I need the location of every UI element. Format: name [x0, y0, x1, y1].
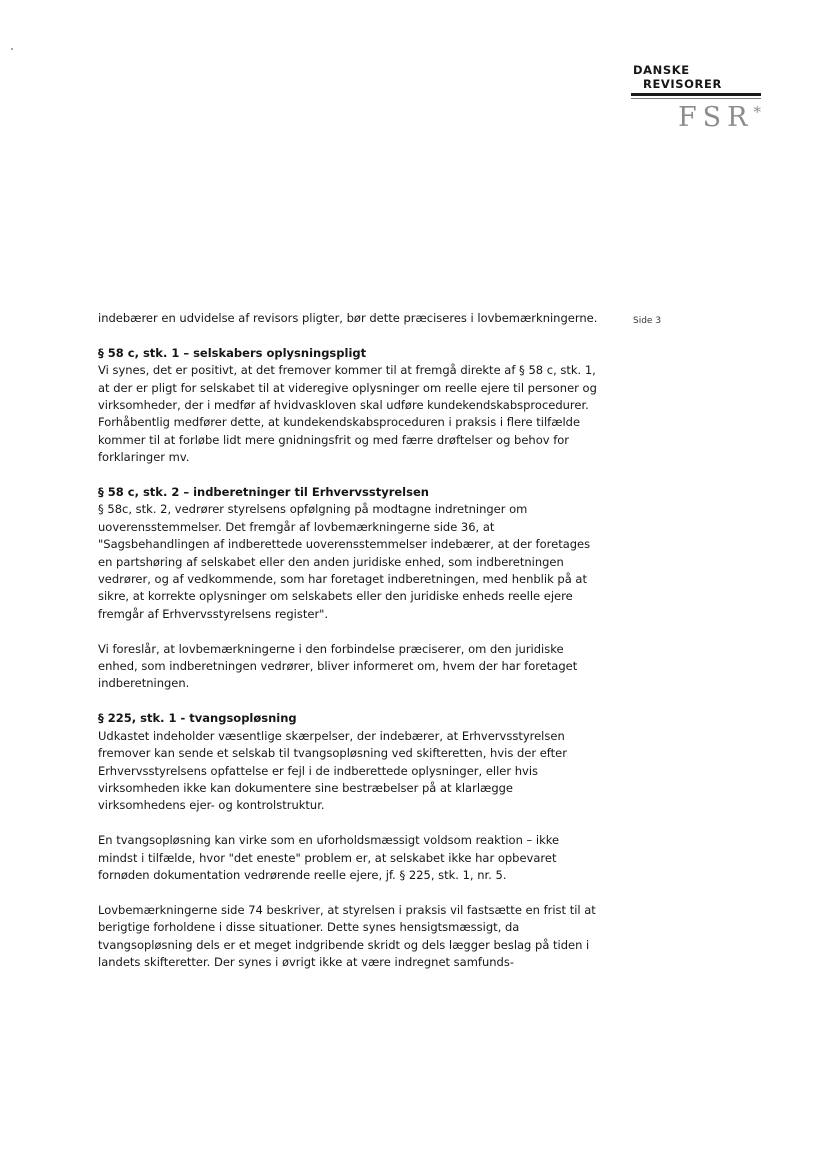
scan-speck	[11, 48, 13, 50]
logo-rule-thick	[631, 93, 761, 96]
section-heading-58c-stk1: § 58 c, stk. 1 – selskabers oplysningspligt	[98, 345, 367, 360]
section-heading-225-stk1: § 225, stk. 1 - tvangsopløsning	[98, 711, 297, 726]
paragraph-58c-stk1: Vi synes, det er positivt, at det fremover kommer til at fremgå direkte af § 58 c, stk. 1, at der er pligt for selskabet til at videregive oplysninger om reelle ejere til personer og virksomheder, der i medfør af hvidvaskloven skal udføre kundekendskabsprocedurer. Forhåbentlig medfører dette, at kundekendskabsproceduren i praksis i flere tilfælde kommer til at forløbe lidt mere gnidningsfrit og med færre drøftelser og behov for forklaringer mv.	[98, 363, 597, 465]
section-heading-58c-stk2: § 58 c, stk. 2 – indberetninger til Erhvervsstyrelsen	[98, 485, 429, 500]
logo-text-revisorer: REVISORER	[643, 77, 722, 91]
logo-rule-thin	[631, 98, 761, 99]
page-number: Side 3	[633, 316, 662, 326]
paragraph-225-notes: Lovbemærkningerne side 74 beskriver, at styrelsen i praksis vil fastsætte en frist til at berigtige forholdene i disse situationer. Dette synes hensigtsmæssigt, da tvangsopløsning dels er et meget indgribende skridt og dels lægger beslag på tiden i landets skifteretter. Der synes i øvrigt ikke at være indregnet samfunds-	[98, 902, 596, 969]
logo-star: *	[753, 103, 761, 121]
paragraph-225-reaction: En tvangsopløsning kan virke som en uforholdsmæssigt voldsom reaktion – ikke mindst i tilfælde, hvor "det eneste" problem er, at selskabet ikke har opbevaret fornøden dokumentation vedrørende reelle ejere, jf. § 225, stk. 1, nr. 5.	[98, 833, 560, 882]
document-body	[98, 310, 598, 989]
fsr-logo	[631, 63, 761, 133]
logo-mark	[631, 100, 761, 133]
logo-mark-text: FSR	[677, 102, 754, 133]
paragraph-continuation: indebærer en udvidelse af revisors pligter, bør dette præciseres i lovbemærkningerne.	[98, 311, 598, 325]
paragraph-225-draft: Udkastet indeholder væsentlige skærpelser, der indebærer, at Erhvervsstyrelsen fremover kan sende et selskab til tvangsopløsning ved skifteretten, hvis der efter Erhvervsstyrelsens opfattelse er fejl i de indberettede oplysninger, eller hvis virksomheden ikke kan dokumentere sine bestræbelser på at klarlægge virksomhedens ejer- og kontrolstruktur.	[98, 728, 567, 813]
logo-text-danske: DANSKE	[633, 63, 690, 77]
paragraph-58c-stk2: § 58c, stk. 2, vedrører styrelsens opfølgning på modtagne indretninger om uoverensstemmelser. Det fremgår af lovbemærkningerne side 36, at "Sagsbehandlingen af indberettede uoverensstemmelser indebærer, at der foretages en partshøring af selskabet eller den anden juridiske enhed, som indberetningen vedrører, og af vedkommende, som har foretaget indberetningen, med henblik på at sikre, at korrekte oplysninger om selskabets eller den juridiske enheds reelle ejere fremgår af Erhvervsstyrelsens register".	[98, 502, 591, 621]
paragraph-58c-proposal: Vi foreslår, at lovbemærkningerne i den forbindelse præciserer, om den juridiske enhed, som indberetningen vedrører, bliver informeret om, hvem der har foretaget indberetningen.	[98, 641, 578, 691]
